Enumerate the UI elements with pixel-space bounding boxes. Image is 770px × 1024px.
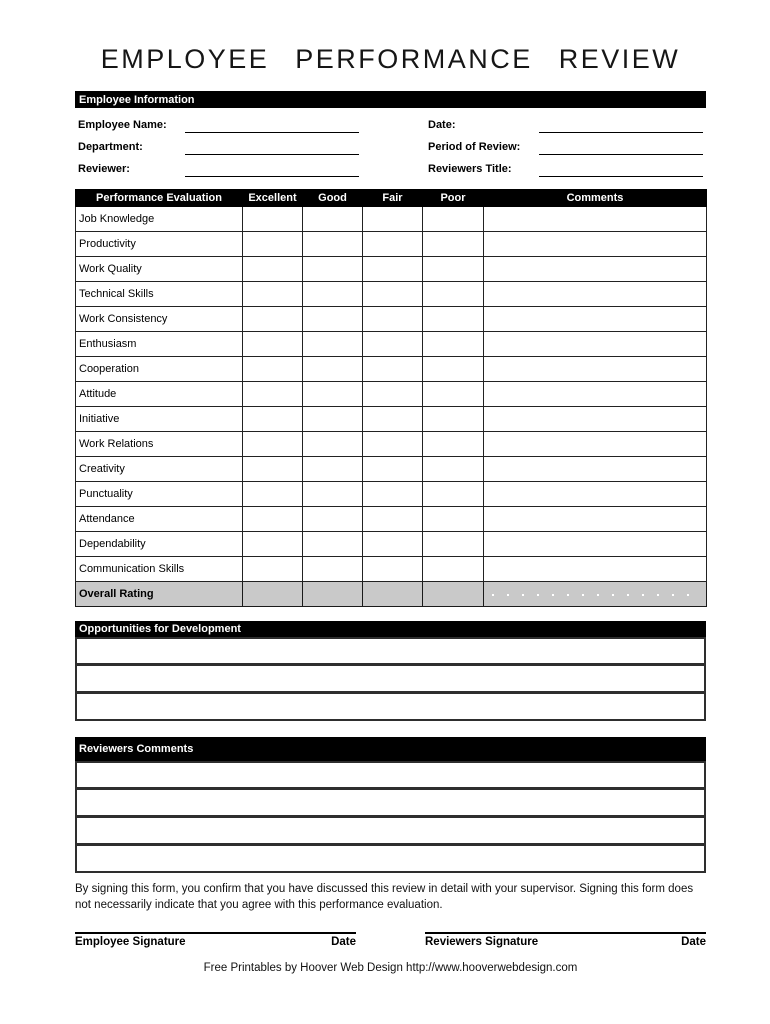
signing-disclaimer: By signing this form, you confirm that you have discussed this review in detail with your supervisor. Signing this form does not necessarily indicate that you agree with this performance evaluation. [75,883,694,911]
employee-signature-label: Employee Signature [75,936,186,948]
spacer [356,932,425,948]
rating-cell-poor[interactable] [423,482,484,507]
rating-cell-poor[interactable] [423,232,484,257]
table-row [76,557,707,582]
col-header-fair: Fair [363,190,423,207]
reviewers-title-label: Reviewers Title: [428,163,512,175]
development-section-header [75,621,706,637]
comment-cell[interactable] [484,332,707,357]
criterion-label: Enthusiasm [76,332,243,357]
department-field[interactable] [185,139,359,155]
rating-cell-excellent[interactable] [243,482,303,507]
rating-cell-poor[interactable] [423,207,484,232]
criterion-label: Attendance [76,507,243,532]
rating-cell-fair[interactable] [363,232,423,257]
comment-cell[interactable] [484,282,707,307]
criterion-label: Productivity [76,232,243,257]
reviewer-field[interactable] [185,161,359,177]
criterion-label: Punctuality [76,482,243,507]
criterion-label: Work Relations [76,432,243,457]
performance-evaluation-table [75,189,707,607]
comment-cell[interactable] [484,432,707,457]
rating-cell-fair[interactable] [363,407,423,432]
comment-cell[interactable] [484,232,707,257]
reviewer-comments-blank-row[interactable] [75,845,706,873]
rating-cell-poor[interactable] [423,407,484,432]
rating-cell-good[interactable] [303,582,363,607]
table-row [76,432,707,457]
comment-cell[interactable] [484,557,707,582]
rating-cell-fair[interactable] [363,532,423,557]
rating-cell-good[interactable] [303,407,363,432]
reviewer-comments-blank-row[interactable] [75,761,706,789]
rating-cell-fair[interactable] [363,257,423,282]
criterion-label: Creativity [76,457,243,482]
table-row [76,207,707,232]
table-row [76,282,707,307]
comment-cell[interactable] [484,357,707,382]
criterion-label: Job Knowledge [76,207,243,232]
rating-cell-poor[interactable] [423,357,484,382]
reviewer-comments-blank-row[interactable] [75,817,706,845]
rating-cell-excellent[interactable] [243,532,303,557]
table-row [76,507,707,532]
rating-cell-poor[interactable] [423,532,484,557]
rating-cell-poor[interactable] [423,382,484,407]
rating-cell-good[interactable] [303,432,363,457]
rating-cell-good[interactable] [303,332,363,357]
criterion-label: Work Quality [76,257,243,282]
col-header-poor: Poor [423,190,484,207]
info-row-1 [75,111,706,133]
department-label: Department: [78,141,143,153]
overall-comment-cell[interactable] [484,582,707,607]
col-header-performance-evaluation: Performance Evaluation [76,190,243,207]
rating-cell-good[interactable] [303,507,363,532]
employee-name-label: Employee Name: [78,119,167,131]
date-field[interactable] [539,117,703,133]
rating-cell-good[interactable] [303,257,363,282]
rating-cell-poor[interactable] [423,557,484,582]
rating-cell-fair[interactable] [363,282,423,307]
rating-cell-good[interactable] [303,532,363,557]
employee-name-field[interactable] [185,117,359,133]
table-row [76,257,707,282]
development-writing-area [75,637,706,721]
table-row [76,332,707,357]
rating-cell-fair[interactable] [363,357,423,382]
rating-cell-poor[interactable] [423,257,484,282]
criterion-label: Technical Skills [76,282,243,307]
comment-cell[interactable] [484,307,707,332]
rating-cell-excellent[interactable] [243,282,303,307]
rating-cell-fair[interactable] [363,432,423,457]
comment-cell[interactable] [484,257,707,282]
rating-cell-excellent[interactable] [243,232,303,257]
reviewer-comments-blank-row[interactable] [75,789,706,817]
comment-cell[interactable] [484,457,707,482]
rating-cell-good[interactable] [303,307,363,332]
rating-cell-poor[interactable] [423,507,484,532]
employee-info-fields [75,111,706,177]
table-row [76,457,707,482]
col-header-good: Good [303,190,363,207]
rating-cell-good[interactable] [303,382,363,407]
reviewer-comments-header-label: Reviewers Comments [79,743,194,755]
rating-cell-excellent[interactable] [243,582,303,607]
table-row [76,482,707,507]
rating-cell-fair[interactable] [363,307,423,332]
criterion-label: Dependability [76,532,243,557]
rating-cell-excellent[interactable] [243,382,303,407]
info-row-2 [75,133,706,155]
criterion-label: Communication Skills [76,557,243,582]
employee-signature-block[interactable] [75,932,356,948]
reviewers-title-field[interactable] [539,161,703,177]
rating-cell-good[interactable] [303,357,363,382]
rating-cell-good[interactable] [303,457,363,482]
date-label: Date: [428,119,456,131]
reviewer-comments-writing-area [75,761,706,873]
rating-cell-good[interactable] [303,282,363,307]
rating-cell-excellent[interactable] [243,307,303,332]
period-of-review-label: Period of Review: [428,141,521,153]
rating-cell-good[interactable] [303,232,363,257]
comment-cell[interactable] [484,507,707,532]
development-blank-row[interactable] [75,693,706,721]
rating-cell-poor[interactable] [423,332,484,357]
table-row [76,232,707,257]
rating-cell-excellent[interactable] [243,457,303,482]
rating-cell-good[interactable] [303,482,363,507]
footer-credit: Free Printables by Hoover Web Design http://www.hooverwebdesign.com [203,962,578,974]
criterion-label: Attitude [76,382,243,407]
col-header-excellent: Excellent [243,190,303,207]
comment-cell[interactable] [484,382,707,407]
rating-cell-good[interactable] [303,207,363,232]
development-blank-row[interactable] [75,665,706,693]
comment-cell[interactable] [484,407,707,432]
rating-cell-poor[interactable] [423,282,484,307]
rating-cell-excellent[interactable] [243,507,303,532]
criterion-label: Cooperation [76,357,243,382]
rating-cell-excellent[interactable] [243,357,303,382]
period-of-review-field[interactable] [539,139,703,155]
dotted-line [492,594,698,596]
rating-cell-excellent[interactable] [243,557,303,582]
rating-cell-poor[interactable] [423,582,484,607]
rating-cell-poor[interactable] [423,432,484,457]
reviewer-signature-label: Reviewers Signature [425,936,539,948]
rating-cell-fair[interactable] [363,332,423,357]
criterion-label: Initiative [76,407,243,432]
reviewer-signature-date-label: Date [681,936,706,948]
employee-info-header-label: Employee Information [79,93,195,106]
rating-cell-excellent[interactable] [243,207,303,232]
comment-cell[interactable] [484,532,707,557]
rating-cell-fair[interactable] [363,207,423,232]
comment-cell[interactable] [484,207,707,232]
comment-cell[interactable] [484,482,707,507]
rating-cell-excellent[interactable] [243,332,303,357]
rating-cell-fair[interactable] [363,507,423,532]
employee-info-section-header [75,91,706,108]
info-row-3 [75,155,706,177]
rating-cell-fair[interactable] [363,482,423,507]
reviewer-comments-section-header [75,737,706,761]
rating-cell-fair[interactable] [363,457,423,482]
rating-cell-fair[interactable] [363,582,423,607]
col-header-comments: Comments [484,190,707,207]
table-row [76,357,707,382]
development-blank-row[interactable] [75,637,706,665]
reviewer-signature-block[interactable] [425,932,706,948]
rating-cell-poor[interactable] [423,307,484,332]
overall-rating-label: Overall Rating [76,582,243,607]
rating-cell-excellent[interactable] [243,257,303,282]
rating-cell-excellent[interactable] [243,407,303,432]
overall-rating-row [76,582,707,607]
employee-signature-date-label: Date [331,936,356,948]
page-title: EMPLOYEE PERFORMANCE REVIEW [100,44,681,74]
rating-cell-good[interactable] [303,557,363,582]
reviewer-label: Reviewer: [78,163,130,175]
rating-cell-excellent[interactable] [243,432,303,457]
table-header-row [76,190,707,207]
rating-cell-poor[interactable] [423,457,484,482]
table-row [76,532,707,557]
development-header-label: Opportunities for Development [79,623,241,635]
criterion-label: Work Consistency [76,307,243,332]
rating-cell-fair[interactable] [363,382,423,407]
table-row [76,382,707,407]
rating-cell-fair[interactable] [363,557,423,582]
table-row [76,407,707,432]
table-row [76,307,707,332]
signature-area [75,932,706,948]
